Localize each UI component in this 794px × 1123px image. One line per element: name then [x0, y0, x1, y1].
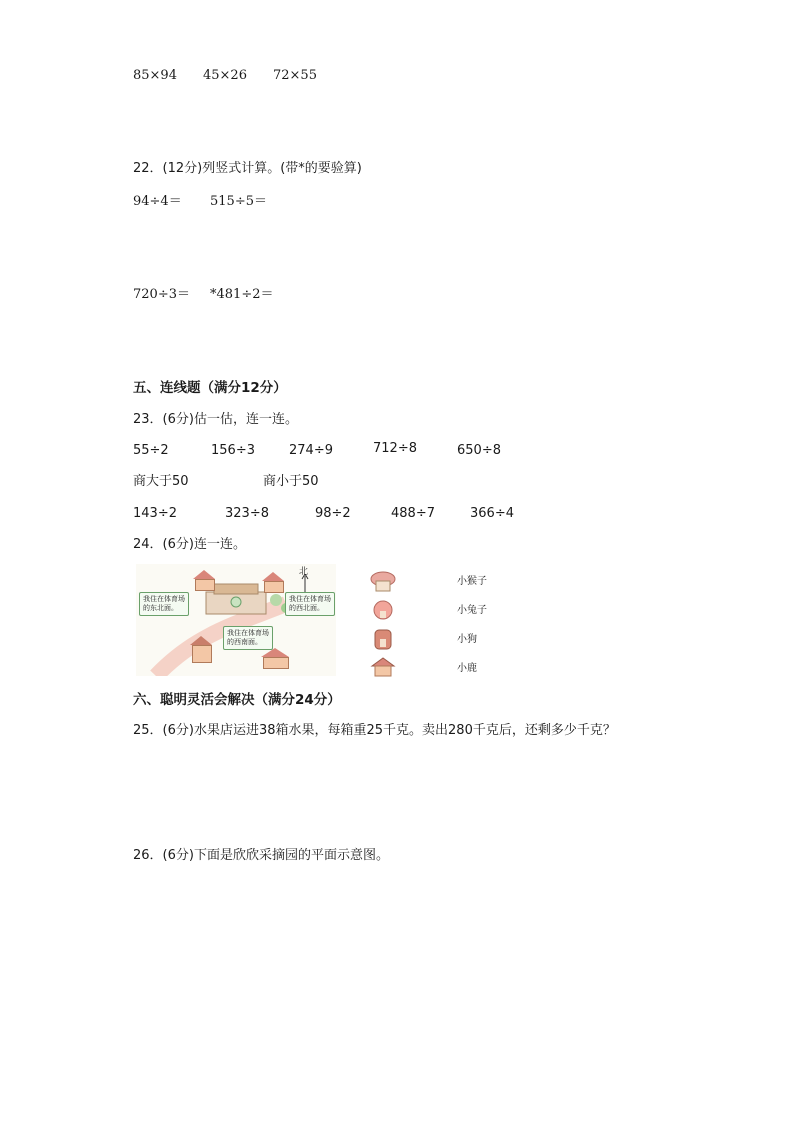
q23-bottom-expr-2: 323÷8 [225, 506, 269, 521]
q23-label-less: 商小于50 [263, 474, 319, 489]
bubble-southwest [223, 626, 273, 650]
q23-bottom-expr-3: 98÷2 [315, 506, 351, 521]
mushroom-house-icon [370, 571, 396, 593]
q26-text: 26．(6分)下面是欣欣采摘园的平面示意图。 [133, 848, 389, 863]
q22-expr-4: *481÷2＝ [210, 287, 274, 302]
q23-top-expr-3: 274÷9 [289, 443, 333, 458]
q23-bottom-expr-4: 488÷7 [391, 506, 435, 521]
bubble-northwest [285, 592, 335, 616]
north-arrow-icon [300, 574, 310, 592]
animal-deer-label: 小鹿 [457, 663, 477, 674]
q23-title: 23．(6分)估一估，连一连。 [133, 412, 298, 427]
q23-top-expr-5: 650÷8 [457, 443, 501, 458]
animal-dog-label: 小狗 [457, 634, 477, 645]
animal-rabbit-label: 小兔子 [457, 605, 487, 616]
q23-bottom-expr-5: 366÷4 [470, 506, 514, 521]
q23-label-greater: 商大于50 [133, 474, 189, 489]
bubble-southwest-text: 我住在体育场 的西南面。 [227, 629, 269, 646]
q22-expr-2: 515÷5＝ [210, 194, 267, 209]
q23-top-expr-4: 712÷8 [373, 441, 417, 456]
peach-house-on-map [262, 572, 284, 593]
cottage-icon [370, 656, 396, 678]
cottage-on-map [261, 648, 289, 669]
q22-title: 22．(12分)列竖式计算。(带*的要验算) [133, 161, 362, 176]
q21-expr-2: 45×26 [203, 68, 247, 83]
mushroom-house-on-map [193, 570, 215, 591]
section5-heading: 五、连线题（满分12分） [133, 380, 287, 396]
animal-monkey-label: 小猴子 [457, 576, 487, 587]
q23-top-expr-1: 55÷2 [133, 443, 169, 458]
q23-top-expr-2: 156÷3 [211, 443, 255, 458]
north-label: 北 [299, 567, 309, 577]
q21-expr-3: 72×55 [273, 68, 317, 83]
q25-text: 25．(6分)水果店运进38箱水果，每箱重25千克。卖出280千克后，还剩多少千克？ [133, 723, 616, 738]
bubble-northwest-text: 我住在体育场 的西北面。 [289, 595, 331, 612]
q23-bottom-expr-1: 143÷2 [133, 506, 177, 521]
q22-expr-1: 94÷4＝ [133, 194, 182, 209]
peach-house-icon [370, 599, 396, 621]
section6-heading: 六、聪明灵活会解决（满分24分） [133, 692, 341, 708]
tree-stump-house-icon [370, 627, 396, 649]
bubble-northeast [139, 592, 189, 616]
bubble-northeast-text: 我住在体育场 的东北面。 [143, 595, 185, 612]
q24-title: 24．(6分)连一连。 [133, 537, 246, 552]
stump-house-on-map [190, 636, 212, 663]
q21-expr-1: 85×94 [133, 68, 177, 83]
q22-expr-3: 720÷3＝ [133, 287, 190, 302]
